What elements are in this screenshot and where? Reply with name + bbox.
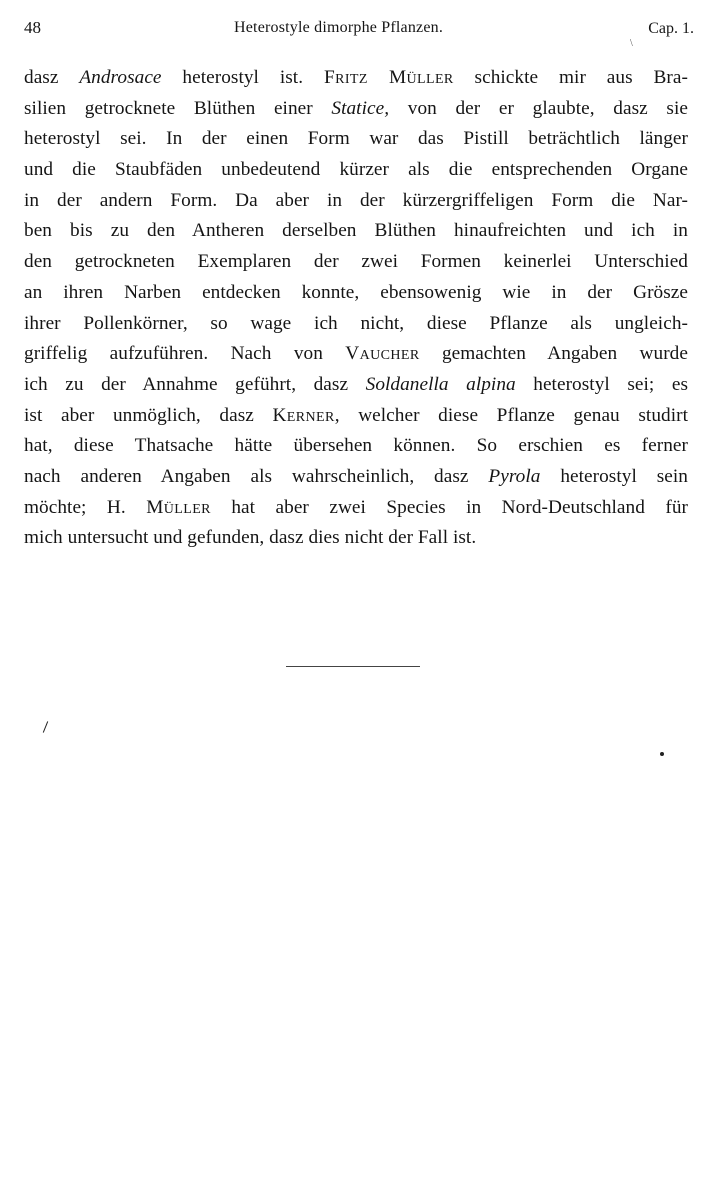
text-run: heterostyl sei. In der einen Form war das Pistill beträchtlich länger <box>24 128 688 150</box>
text-line <box>24 523 688 554</box>
italic-term: Androsace <box>79 67 162 88</box>
text-run: hat aber zwei Species in Nord-Deutschland für <box>210 496 688 518</box>
text-line <box>24 401 688 432</box>
text-line <box>24 431 688 462</box>
text-run: ist aber unmöglich, dasz <box>24 404 273 426</box>
text-run: gemachten Angaben wurde <box>419 343 688 365</box>
text-run: schickte mir aus Bra- <box>453 67 688 88</box>
text-run: möchte; H. <box>24 496 147 518</box>
print-speck <box>660 752 664 756</box>
text-line <box>24 309 688 340</box>
page-number: 48 <box>24 18 41 37</box>
text-line <box>24 155 688 186</box>
author-name: Kerner <box>272 404 335 426</box>
text-run: dasz <box>24 67 80 88</box>
text-line <box>24 216 688 247</box>
text-line <box>24 94 688 125</box>
text-line <box>24 278 688 309</box>
text-line <box>24 370 688 401</box>
text-run: an ihren Narben entdecken konnte, ebensowenig wie in der Grösze <box>24 281 688 303</box>
page-header <box>24 18 694 48</box>
text-run: von der er glaubte, dasz sie <box>389 97 688 119</box>
text-run: in der andern Form. Da aber in der kürzergriffeligen Form die Nar- <box>24 189 688 211</box>
text-run: ihrer Pollenkörner, so wage ich nicht, diese Pflanze als ungleich- <box>24 312 688 334</box>
section-separator-rule <box>286 666 420 667</box>
text-run: , welcher diese Pflanze genau studirt <box>334 404 688 426</box>
italic-term: Pyrola <box>488 465 541 487</box>
text-run: griffelig aufzuführen. Nach von <box>24 343 346 365</box>
text-line <box>24 339 688 370</box>
running-title: Heterostyle dimorphe Pflanzen. <box>234 19 444 36</box>
text-line <box>24 247 688 278</box>
text-line <box>24 462 688 493</box>
text-line <box>24 124 688 155</box>
text-run: hat, diese Thatsache hätte übersehen können. So erschien es ferner <box>24 435 688 457</box>
body-paragraph <box>24 63 688 554</box>
text-run: ben bis zu den Antheren derselben Blüthen hinaufreichten und ich in <box>24 220 688 242</box>
text-run: den getrockneten Exemplaren der zwei Formen keinerlei Unterschied <box>24 251 688 273</box>
text-line <box>24 493 688 524</box>
chapter-label: Cap. 1. <box>648 20 694 37</box>
print-speck <box>43 721 48 733</box>
author-name: Fritz Müller <box>323 67 454 88</box>
text-run: silien getrocknete Blüthen einer <box>24 97 332 119</box>
author-name: Müller <box>146 496 211 518</box>
text-run: heterostyl sein <box>540 465 688 487</box>
text-run: heterostyl ist. <box>161 67 324 88</box>
stray-mark: \ <box>630 38 633 49</box>
text-run: und die Staubfäden unbedeutend kürzer als die entsprechenden Organe <box>24 159 688 181</box>
text-run: mich untersucht und gefunden, dasz dies nicht der Fall ist. <box>24 527 477 549</box>
italic-term: Soldanella alpina <box>365 373 516 395</box>
text-run: nach anderen Angaben als wahrscheinlich, dasz <box>24 465 489 487</box>
text-run: ich zu der Annahme geführt, dasz <box>24 373 366 395</box>
text-run: heterostyl sei; es <box>515 373 689 395</box>
author-name: Vaucher <box>345 343 420 365</box>
text-line <box>24 63 688 94</box>
text-line <box>24 186 688 217</box>
italic-term: Statice, <box>331 97 390 119</box>
